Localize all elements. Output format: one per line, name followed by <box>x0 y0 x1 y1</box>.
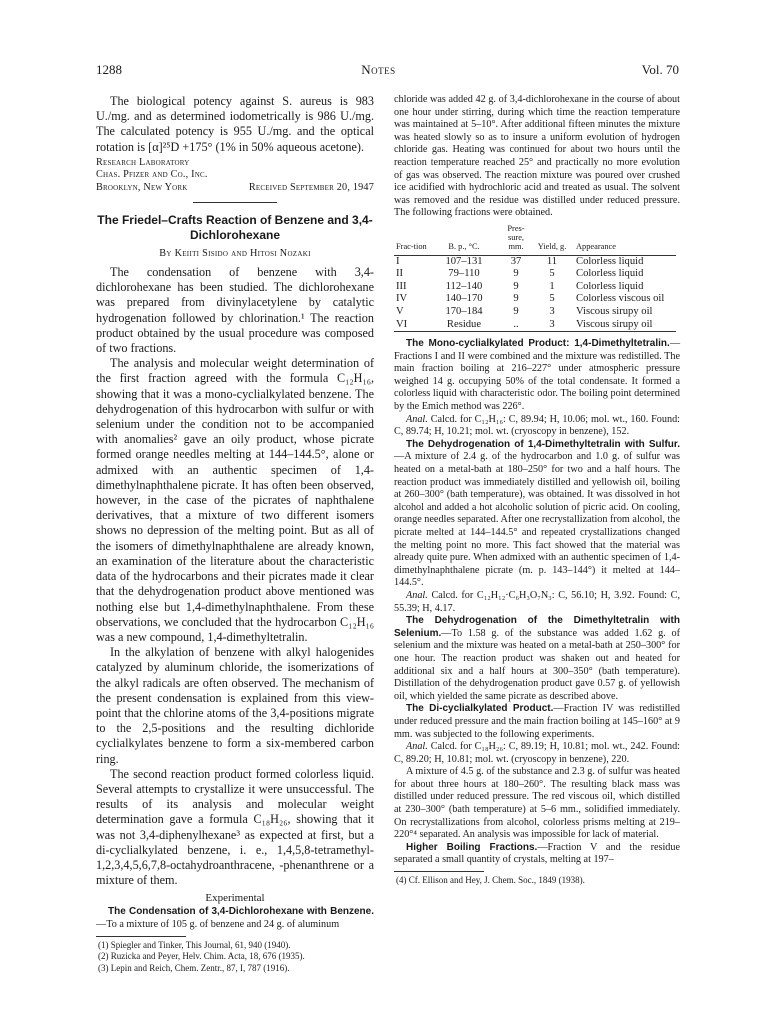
anal-label: Anal. <box>406 741 428 753</box>
column-header-fraction: Frac-tion <box>394 224 430 255</box>
intro-paragraph: The biological potency against S. aureus is 983 U./mg. and as determined iodometrically is 986 U./mg. The calculated potency is 955 U./mg. and the optical rotation is [α]²⁵D +175° (1% in 50% aqueous acetone). <box>96 94 374 154</box>
body-paragraph-2: The analysis and molecular weight determination of the first fraction agreed with the formula C₁₂H₁₆, showing that it was a mono-cyclialkylated benzene. The dehydrogenation of this hydrocarbon with sulfur or with selenium under the condition not to be accompanied with anomalies² gave an oily product, whose picrate formed orange needles melting at 144–144.5°, alone or admixed with an authentic specimen of 1,4-dimethylnaphthalene picrate. It has often been observed, however, in the case of the picrates of naphthalene derivatives, that a mixture of two different isomers shows no depression of the melting point. But as all of the isomers of dimethylnaphthalene are already known, an examination of the literature about the characteristic data of the hydrocarbons and their picrates made it clear that the dehydrogenation product above mentioned was nothing else but 1,4-dimethylnaphthalene. From these observations, we concluded that the hydrocarbon C₁₂H₁₆ was a new compound, 1,4-dimethyltetralin. <box>96 356 374 644</box>
mixture-paragraph: A mixture of 4.5 g. of the substance and 2.3 g. of sulfur was heated for about three hours at 180–260°. The resulting black mass was distilled under reduced pressure. The red viscous oil, which distilled at 230–300° (bath temperature) at 5–6 mm., solidified immediately. On recrystallizations from alcohol, colorless prisms melting at 219–220°⁴ separated. An analysis was impossible for lack of material. <box>394 766 680 841</box>
dehydrogenation-sulfur-paragraph <box>394 439 680 590</box>
table-row <box>394 306 676 319</box>
affiliation-block <box>96 157 374 194</box>
dehydrogenation-selenium-title: The Dehydrogenation of the Dimethyltetralin with Selenium. <box>394 615 680 639</box>
mono-paragraph <box>394 338 680 414</box>
table-row <box>394 268 676 281</box>
analysis-1-text: Calcd. for C₁₂H₁₆: C, 89.94; H, 10.06; mol. wt., 160. Found: C, 89.74; H, 10.21; mol. wt. (cryoscopy in benzene), 152. <box>394 413 680 438</box>
condensation-title: The Condensation of 3,4-Dichlorohexane with Benzene. <box>108 906 374 918</box>
table-cell: 3 <box>549 305 555 317</box>
footnote-divider <box>96 936 186 937</box>
affiliation-lab: Research Laboratory <box>96 156 190 168</box>
analysis-1 <box>394 414 680 439</box>
right-column <box>394 94 680 887</box>
table-cell: 1 <box>549 280 555 292</box>
previous-article-end <box>96 94 374 155</box>
anal-label: Anal. <box>406 413 428 425</box>
article-authors: By Keiiti Sisido and Hitosi Nozaki <box>159 248 311 260</box>
section-divider <box>193 202 277 203</box>
table-cell: II <box>396 268 404 280</box>
condensation-paragraph <box>96 906 374 931</box>
column-header-bp: B. p., °C. <box>430 224 498 255</box>
body-paragraph-1: The condensation of benzene with 3,4-dichlorohexane has been studied. The dichlorohexane was prepared from divinylacetylene by catalytic hydrogenation followed by chlorination.¹ The reaction product obtained by the usual procedure was composed of two fractions. <box>96 265 374 356</box>
footnotes <box>96 940 374 975</box>
table-cell: Viscous sirupy oil <box>570 319 676 332</box>
article-title: The Friedel–Crafts Reaction of Benzene and 3,4-Dichlorohexane <box>97 213 373 242</box>
footnote-1: (1) Spiegler and Tinker, This Journal, 61, 940 (1940). <box>98 939 291 950</box>
affiliation-city: Brooklyn, New York <box>96 181 188 193</box>
table-cell: IV <box>396 293 408 305</box>
table-cell: III <box>396 280 407 292</box>
di-cyclialkylated-paragraph <box>394 703 680 741</box>
table-cell: 9 <box>513 305 519 317</box>
continued-paragraph: chloride was added 42 g. of 3,4-dichlorohexane in the course of about one hour under stirring, during which time the reaction temperature was maintained at 5–10°. After additional fifteen minutes the mixture was heated slowly so as to insure a uniform evolution of hydrogen chloride gas. Heating was continued for about two hours until the reaction temperature reached 25° and practically no more evolution of gas was observed. The reaction mixture was poured over crushed ice acidified with hydrochloric acid and treated as usual. The solvent was removed and the residue was distilled under reduced pressure. The following fractions were obtained. <box>394 94 680 219</box>
left-column <box>96 94 374 974</box>
received-date: Received September 20, 1947 <box>248 181 374 193</box>
column-header-pressure: Pres-sure, mm. <box>498 224 534 255</box>
higher-boiling-paragraph <box>394 842 680 867</box>
table-cell: 5 <box>549 293 555 305</box>
analysis-3 <box>394 741 680 766</box>
page-number: 1288 <box>96 62 122 77</box>
di-cyclialkylated-title: The Di-cyclialkylated Product. <box>406 703 554 715</box>
table-cell: V <box>396 305 404 317</box>
table-cell: 3 <box>534 319 570 332</box>
table-cell: Colorless liquid <box>576 280 644 292</box>
article-body <box>96 265 374 888</box>
analysis-2-text: Calcd. for C₁₂H₁₂·C₆H₃O₇N₃: C, 56.10; H, 3.92. Found: C, 55.39; H, 4.17. <box>394 589 680 614</box>
table-cell: 9 <box>513 268 519 280</box>
body-paragraph-3: In the alkylation of benzene with alkyl halogenides catalyzed by aluminum chloride, the isomerizations of the alkyl radicals are often observed. The mechanism of the present condensation is explained from this view-point that the chlorine atoms of the 3,4-positions migrate to the 2,5-positions and the resulting dichloride cyclialkylates benzene to form a six-membered carbon ring. <box>96 645 374 766</box>
dehydrogenation-sulfur-text: —A mixture of 2.4 g. of the hydrocarbon and 1.0 g. of sulfur was heated on a metal-bath at 180–250° for two and a half hours. The reaction product was immediately distilled and yellowish oil, boiling at 260–300° (bath temperature), was obtained. It was dissolved in hot alcohol and added a hot alcoholic solution of picric acid. On cooling, orange needles separated. After one recrystallization from alcohol, the picrate melted at 144–144.5° and repeated crystallizations changed the melting point no more. This fact showed that the material was already quite pure. When admixed with an authentic specimen of 1,4-dimethylnaphthalene picrate (m. p. 143–144°) it melted at 144–144.5°. <box>394 451 680 589</box>
table-cell: 9 <box>513 280 519 292</box>
table-header-row <box>394 224 676 255</box>
footnote-4: (4) Cf. Ellison and Hey, J. Chem. Soc., 1849 (1938). <box>396 875 585 886</box>
table-cell: Residue <box>430 319 498 332</box>
table-cell: 5 <box>549 268 555 280</box>
table-row <box>394 255 676 268</box>
table-cell: 107–131 <box>445 255 483 267</box>
table-cell: 11 <box>546 255 558 267</box>
table-cell: 9 <box>513 293 519 305</box>
analysis-2 <box>394 590 680 615</box>
table-cell: 37 <box>510 255 522 267</box>
table-cell: 170–184 <box>445 305 483 317</box>
table-cell: .. <box>498 319 534 332</box>
table-cell: VI <box>394 319 430 332</box>
fractions-table <box>394 224 676 332</box>
higher-boiling-text: —Fraction V and the residue separated a small quantity of crystals, melting at 197– <box>394 841 681 866</box>
dehydrogenation-selenium-paragraph <box>394 615 680 703</box>
dehydrogenation-sulfur-title: The Dehydrogenation of 1,4-Dimethyltetralin with Sulfur. <box>406 438 680 450</box>
table-cell: Viscous sirupy oil <box>576 305 653 317</box>
anal-label: Anal. <box>406 589 428 601</box>
table-row <box>394 319 676 332</box>
table-row <box>394 293 676 306</box>
volume-label: Vol. 70 <box>641 62 679 77</box>
di-cyclialkylated-text: —Fraction IV was redistilled under reduced pressure and the main fraction boiling at 145–160° at 9 mm. was subjected to the following experiments. <box>394 703 680 740</box>
dehydrogenation-selenium-text: —To 1.58 g. of the substance was added 1.62 g. of selenium and the mixture was heated on a metal-bath at 250–300° for one hour. The reaction product was shaken out and heated for additional six and a half hours at 300–350° (bath temperature). Distillation of the dehydrogenation product gave 0.57 g. of yellowish oil, which yielded the same picrate as described above. <box>394 627 680 702</box>
footnote-2: (2) Ruzicka and Peyer, Helv. Chim. Acta, 18, 676 (1935). <box>98 951 305 962</box>
footnotes-right <box>394 875 680 887</box>
mono-text: —Fractions I and II were combined and the mixture was redistilled. The main fraction boiling at 216–227° under atmospheric pressure weighed 14 g. occupying 50% of the total condensate. It formed a colorless liquid with characteristic odor. The boiling point determined by the Emich method was 226°. <box>394 338 680 413</box>
condensation-text: —To a mixture of 105 g. of benzene and 24 g. of aluminum <box>96 918 340 930</box>
table-cell: 112–140 <box>445 280 483 292</box>
running-head: Notes <box>361 62 396 77</box>
table-cell: Colorless viscous oil <box>576 293 665 305</box>
column-header-appearance: Appearance <box>570 224 676 255</box>
table-cell: 79–110 <box>448 268 480 280</box>
table-cell: Colorless liquid <box>576 255 644 267</box>
table-cell: Colorless liquid <box>576 268 644 280</box>
table-row <box>394 281 676 294</box>
higher-boiling-title: Higher Boiling Fractions. <box>406 841 538 853</box>
footnote-3: (3) Lepin and Reich, Chem. Zentr., 87, I, 787 (1916). <box>98 962 290 973</box>
table-cell: I <box>396 255 400 267</box>
affiliation-company: Chas. Pfizer and Co., Inc. <box>96 169 208 181</box>
column-header-yield: Yield, g. <box>534 224 570 255</box>
table-cell: 140–170 <box>445 293 483 305</box>
analysis-3-text: Calcd. for C₁₈H₂₆: C, 89.19; H, 10.81; mol. wt., 242. Found: C, 89.20; H, 10.81; mol. wt. (cryoscopy in benzene), 220. <box>394 741 680 765</box>
body-paragraph-4: The second reaction product formed colorless liquid. Several attempts to crystallize it were unsuccessful. The results of its analysis and molecular weight determination gave a formula C₁₈H₂₆, showing that it was not 3,4-diphenylhexane³ as expected at first, but a di-cyclialkylated benzene, i. e., 1,4,5,8-tetramethyl-1,2,3,4,5,6,7,8-octahydroanthracene, -phenanthrene or a mixture of them. <box>96 766 374 888</box>
mono-title: The Mono-cyclialkylated Product: 1,4-Dimethyltetralin. <box>406 338 670 350</box>
experimental-heading: Experimental <box>205 892 265 905</box>
footnote-divider <box>394 871 484 872</box>
